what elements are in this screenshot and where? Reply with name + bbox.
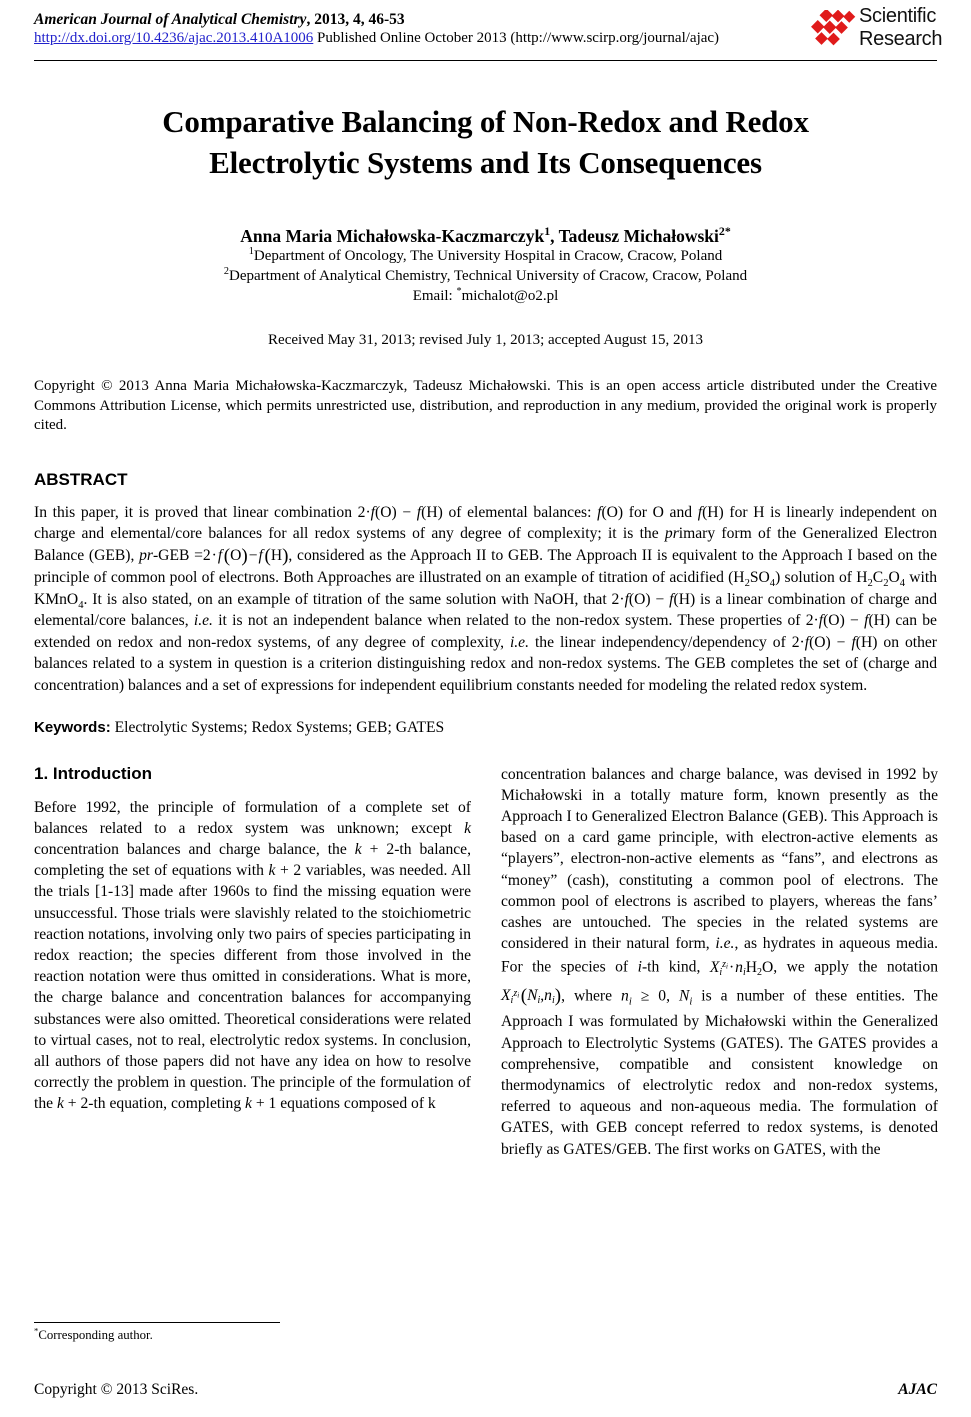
footnote-divider (34, 1322, 280, 1323)
abstract-f-symbol: f (851, 633, 856, 651)
publisher-name-line1: Scientific (859, 5, 937, 27)
introduction-paragraph-right (501, 764, 938, 1160)
section-heading-introduction: 1. Introduction (34, 763, 153, 783)
abstract-text: ) solution of H (775, 568, 868, 586)
variable-k: k (268, 862, 276, 880)
footer-copyright: Copyright © 2013 SciRes. (34, 1381, 199, 1398)
doi-line (34, 29, 824, 48)
column-left (34, 764, 471, 1115)
body-text-run: concentration balances and charge balance, the (34, 840, 355, 858)
abstract-ie-italic: i.e. (193, 612, 213, 630)
scientific-research-diamond-icon (809, 10, 857, 52)
formula-X: X (709, 958, 720, 976)
abstract-text: (O) − (809, 633, 852, 651)
body-text-run: is a number of these entities. The Approach I was formulated by Michałowski within the Generalized Approach to Electrolytic Systems (GATES). The GATES provides a comprehensive, compatible and consistent knowledge on thermodynamics of electrolytic redox and non-redox systems, referred to aqueous and non-aqueous media. The formulation of GATES, with GEB concept referred to redox systems, is denoted briefly as GATES/GEB. The first works on GATES, with the (501, 987, 938, 1158)
variable-N: N (678, 987, 690, 1005)
publisher-name (859, 5, 942, 51)
abstract-text: (O) − (375, 503, 417, 521)
subscript: 2 (867, 578, 873, 590)
masthead (34, 5, 943, 54)
variable-N-subscript: i (689, 996, 693, 1008)
keywords-line (34, 717, 937, 738)
introduction-paragraph-left (34, 797, 471, 1115)
abstract-f-symbol: f (818, 612, 824, 630)
abstract-f-symbol: f (624, 590, 629, 608)
abstract-text: (H) can be extended on redox and non-redox systems, of any degree of complexity, (34, 612, 937, 651)
affiliation-2 (34, 267, 937, 287)
abstract-f-symbol: f (864, 612, 869, 630)
body-text-run: concentration balances and charge balance, was devised in 1992 by Michałowski in a totally mature form, known presently as the Approach I to Generalized Electron Balance (GEB). This Approach is based on a card game principle, with electron-active elements as “players”, electron-non-active elements as “fans”, and electrons as “money” (cash), constituting a common pool of electrons. The common pool of electrons is ascribed to players, whereas the fans’ cashes are untouched. The species in the related systems are considered in their natural form, (501, 765, 938, 953)
abstract-f-symbol: f (697, 503, 703, 521)
formula-oxygen: O (230, 546, 242, 564)
formula-O: O (761, 958, 774, 976)
paper-title (86, 101, 885, 183)
abstract-f-symbol: f (597, 503, 602, 521)
abstract-text: . It is also stated, on an example of titration of the same solution with NaOH, that 2· (83, 590, 625, 608)
copyright-notice: Copyright © 2013 Anna Maria Michałowska-Kaczmarczyk, Tadeusz Michałowski. This is an open access article distributed under the Creative Commons Attribution License, which permits unrestricted use, distribution, and reproduction in any medium, provided the original work is properly cited. (34, 378, 937, 433)
journal-volume: , 2013, 4, 46-53 (306, 11, 405, 28)
email-address: michalot@o2.pl (461, 288, 559, 304)
subscript: 2 (883, 578, 889, 590)
column-right (501, 764, 938, 1160)
formula-f2: f (258, 546, 263, 564)
subscript: 4 (769, 578, 776, 590)
formula-X-subscript: i (719, 966, 723, 978)
formula-H-subscript: 2 (757, 966, 762, 978)
variable-i: i (637, 958, 642, 976)
formula2-N: N (527, 987, 538, 1005)
abstract-f-symbol: f (804, 633, 810, 651)
abstract-f-symbol: f (669, 590, 674, 608)
body-text-run: + 1 equations composed of k (251, 1095, 436, 1113)
body-text-run: Before 1992, the principle of formulation of a complete set of balances related to a redox system was unknown; except (34, 798, 471, 837)
formula2-n: n (544, 987, 552, 1005)
abstract-text: the linear independency/dependency of 2· (529, 633, 805, 651)
affiliation-1-text: Department of Oncology, The University Hospital in Cracow, Cracow, Poland (253, 248, 723, 264)
page-footer (34, 1381, 937, 1399)
formula-n: n (735, 958, 743, 976)
abstract-text: SO (749, 568, 770, 586)
publisher-name-line2: Research (859, 28, 943, 50)
doi-link[interactable]: http://dx.doi.org/10.4236/ajac.2013.410A1006 (34, 30, 314, 46)
body-text-run: , where (561, 987, 622, 1005)
abstract-text: C (872, 568, 884, 586)
variable-n: n (621, 987, 629, 1005)
email-corresponding-marker: * (456, 286, 462, 297)
body-text-run: + 2-th balance, completing the set of equations with (34, 840, 471, 880)
publisher-logo (809, 6, 957, 56)
abstract-text: (H) of elemental balances: (421, 503, 598, 521)
submission-dates: Received May 31, 2013; revised July 1, 2013; accepted August 15, 2013 (268, 332, 703, 348)
formula-n-subscript: i (742, 966, 746, 978)
ie-italic: i.e. (715, 935, 735, 953)
author-1-affiliation-marker: 1 (544, 224, 551, 239)
abstract-text: , considered as the Approach II to GEB. The Approach II is equivalent to the Approach I based on the principle of common pool of electrons. Both Approaches are illustrated on an example of titration of acidified (H (34, 546, 937, 586)
formula-equals-two: =2 (189, 546, 211, 564)
author-2-name: Tadeusz Michałowski (558, 226, 719, 246)
author-list (34, 225, 937, 247)
formula-minus: − (248, 546, 258, 564)
formula2-X-superscript: zi (513, 987, 520, 1000)
body-columns (34, 764, 937, 1160)
author-2-affiliation-marker: 2* (718, 224, 731, 239)
abstract-ie-italic: i.e. (509, 633, 529, 651)
formula-X-superscript: zi (722, 959, 728, 972)
formula-pr: pr (139, 546, 153, 564)
journal-name: American Journal of Analytical Chemistry (34, 11, 307, 28)
pr-geb-formula: pr-GEB =2·f (O)−f (H) (139, 545, 289, 567)
subscript: 4 (899, 578, 906, 590)
author-1-name: Anna Maria Michałowska-Kaczmarczyk (240, 226, 545, 246)
masthead-text (34, 10, 824, 48)
affiliation-1-marker: 1 (248, 246, 254, 257)
abstract-f-symbol: f (370, 503, 375, 521)
header-divider (34, 60, 937, 61)
formula2-X-subscript: i (510, 995, 514, 1007)
body-text-run: + 2 variables, was needed. All the trials [1-13] made after 1960s to find the missing equation were unsuccessful. Those trials were slavishly related to the stoichiometric reaction notations, involving only two pairs of species participating in redox reaction; the species different from those involved in the reaction notation were thus omitted in considerations. What is more, the charge balance and concentration balances for accompanying substances were also omitted. Theoretical considerations were related to virtual cases, not to real, electrolytic redox systems. In conclusion, all authors of those papers did not have any idea on how to resolve correctly the problem in question. The principle of the formulation of the (34, 862, 471, 1113)
formula-dot: · (728, 958, 735, 976)
variable-k: k (56, 1095, 64, 1113)
variable-k: k (245, 1095, 252, 1113)
footer-journal-abbrev: AJAC (898, 1381, 937, 1398)
keywords-list: Electrolytic Systems; Redox Systems; GEB; GATES (110, 718, 445, 736)
affiliation-2-text: Department of Analytical Chemistry, Technical University of Cracow, Cracow, Poland (228, 267, 748, 284)
abstract-body (34, 502, 937, 697)
author-separator: , (550, 226, 559, 246)
abstract-text: (H) is a linear combination of charge and elemental/core balances, (34, 590, 938, 630)
abstract-text: with KMnO (34, 568, 937, 608)
footnote-area (34, 1322, 471, 1343)
corresponding-author-footnote (34, 1327, 471, 1343)
formula-geb: -GEB (152, 546, 190, 564)
affiliation-2-marker: 2 (223, 265, 229, 277)
body-text-run: , we apply the notation (773, 958, 938, 976)
affiliation-1 (34, 247, 937, 267)
formula2-comma: , (540, 987, 545, 1005)
variable-k: k (354, 840, 362, 858)
formula-dot: · (211, 546, 217, 564)
body-text-run: ≥ 0, (631, 987, 679, 1005)
abstract-text: (H) on other balances related to a system in question is a criterion distinguishing redox and non-redox systems. The GEB completes the set of (charge and concentration) balances and a set of expressions for independent equilibrium constants needed for modeling the related redox system. (34, 633, 937, 694)
abstract-text: (H) for H is linearly independent on charge and elemental/core balances for all redox systems of any degree of complexity; it is the (34, 503, 938, 543)
variable-n-subscript: i (628, 996, 632, 1008)
body-text-run: , as hydrates in aqueous media. For the species of (501, 935, 938, 976)
abstract-text: it is not an independent balance when related to the non-redox system. These properties of 2· (212, 612, 819, 630)
abstract-text: (O) − (628, 590, 670, 608)
footnote-marker: * (34, 1325, 39, 1336)
variable-k: k (464, 819, 471, 837)
formula-f: f (217, 546, 223, 564)
journal-citation-line (34, 10, 824, 29)
formula2-n-subscript: i (551, 995, 555, 1007)
formula2-N-subscript: i (537, 995, 541, 1007)
email-label: Email: (412, 288, 457, 304)
abstract-f-symbol: f (416, 503, 422, 521)
paper-title-line1: Comparative Balancing of Non-Redox and Redox (162, 104, 809, 139)
formula2-X: X (501, 987, 511, 1005)
keywords-label: Keywords: (34, 718, 111, 736)
author-email-line (34, 286, 937, 307)
paper-title-line2: Electrolytic Systems and Its Consequences (209, 145, 762, 180)
subscript: 2 (744, 578, 750, 590)
body-text-run: -th kind, (641, 958, 710, 976)
abstract-pr-italic: pr (664, 525, 679, 543)
formula-hydrogen: H (270, 546, 283, 564)
abstract-text: (O) for O and (601, 503, 698, 521)
published-online-note: Published Online October 2013 (http://www.scirp.org/journal/ajac) (313, 30, 720, 46)
footnote-text: Corresponding author. (38, 1328, 153, 1342)
species-notation-formula: $Xi^{zi}$ (Ni,ni) (501, 986, 562, 1008)
abstract-text: (O) − (823, 612, 865, 630)
abstract-heading: ABSTRACT (34, 469, 128, 489)
abstract-text: imary form of the Generalized Electron Balance (GEB), (34, 525, 938, 564)
body-text-run: + 2-th equation, completing (63, 1095, 246, 1113)
subscript: 4 (78, 599, 84, 611)
abstract-text: In this paper, it is proved that linear combination 2· (34, 503, 371, 521)
abstract-text: O (888, 568, 900, 586)
species-hydrate-formula (710, 959, 773, 976)
formula-H: H (745, 958, 757, 976)
